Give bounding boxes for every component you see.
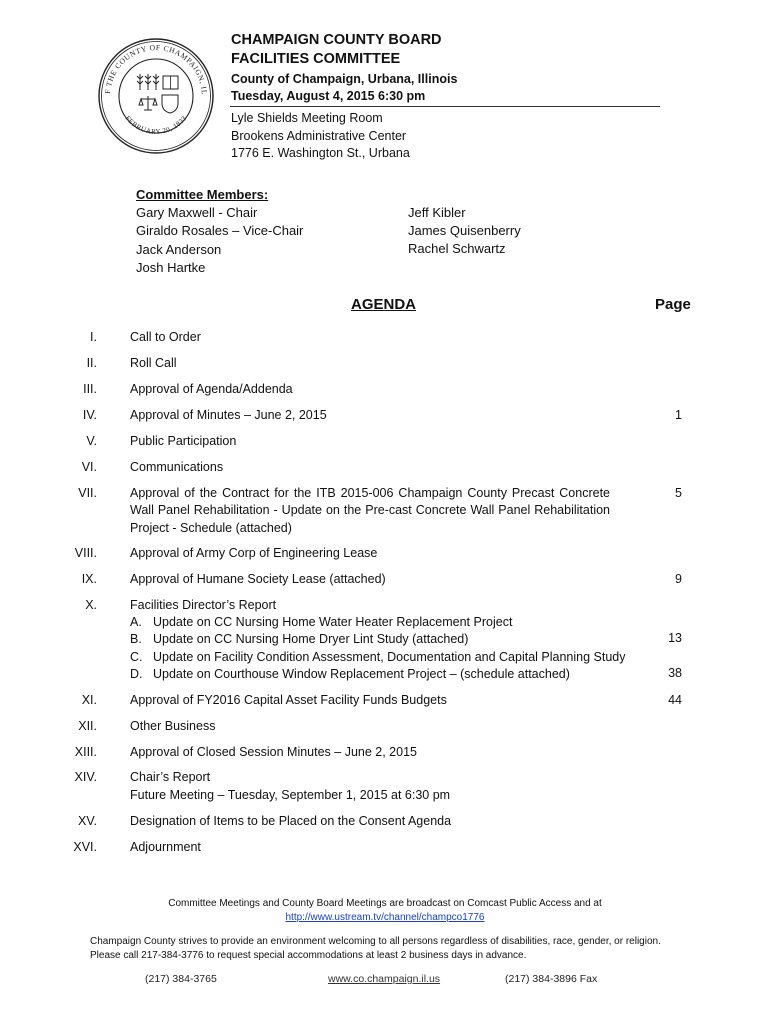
item-page: 9 — [675, 572, 682, 586]
location-address: 1776 E. Washington St., Urbana — [231, 146, 410, 160]
item-text: Chair’s Report — [130, 770, 211, 784]
item-text: Approval of Army Corp of Engineering Lease — [130, 546, 378, 560]
committee-members — [136, 186, 303, 277]
item-text: Approval of FY2016 Capital Asset Facility Funds Budgets — [130, 693, 447, 707]
item-page: 44 — [668, 693, 682, 707]
item-text: Communications — [130, 460, 224, 474]
header-title — [231, 31, 442, 69]
sub-item-letter: A. — [130, 615, 142, 629]
sub-item-text: Update on Facility Condition Assessment, Documentation and Capital Planning Study — [153, 650, 626, 664]
sub-item-text: Update on CC Nursing Home Dryer Lint Study (attached) — [153, 632, 469, 646]
agenda-title: AGENDA — [351, 296, 417, 313]
contact-phone: (217) 384-3765 — [145, 973, 217, 985]
sub-item-letter: C. — [130, 650, 143, 664]
svg-text:FEBRUARY 20, 1833 — [124, 114, 189, 136]
item-number: XII. — [78, 719, 97, 733]
member-item: Gary Maxwell - Chair — [136, 205, 258, 221]
broadcast-notice — [0, 897, 770, 925]
seal-date-text: FEBRUARY 20, 1833 — [123, 114, 189, 136]
seal-ring-text: F THE COUNTY OF CHAMPAIGN, IL — [103, 42, 210, 96]
future-meeting-text: Future Meeting – Tuesday, September 1, 2015 at 6:30 pm — [130, 788, 451, 802]
item-page: 5 — [675, 486, 682, 500]
item-text: Approval of the Contract for the ITB 2015-006 Champaign County Precast Concrete Wall Panel Rehabilitation - Update on the Pre-cast Concrete Wall Panel Rehabilitation Project - Schedule (attached) — [130, 486, 610, 535]
item-number: XV. — [77, 814, 97, 828]
member-item: Giraldo Rosales – Vice-Chair — [136, 223, 304, 239]
county-seal — [96, 36, 216, 156]
item-number: IV. — [82, 408, 97, 422]
sub-item-text: Update on Courthouse Window Replacement Project – (schedule attached) — [153, 667, 570, 681]
item-number: XI. — [81, 693, 97, 707]
member-item: Josh Hartke — [136, 259, 206, 275]
item-text: Call to Order — [130, 330, 201, 344]
item-page: 1 — [675, 408, 682, 422]
item-number: II. — [86, 356, 97, 370]
sub-item-page: 13 — [668, 631, 682, 645]
member-item: Jack Anderson — [136, 241, 222, 257]
item-number: VII. — [78, 486, 97, 500]
item-text: Other Business — [130, 719, 216, 733]
county-line: County of Champaign, Urbana, Illinois — [231, 72, 458, 86]
page-column-heading: Page — [655, 296, 691, 313]
sub-item-letter: B. — [130, 632, 142, 646]
item-text: Approval of Closed Session Minutes – June 2, 2015 — [130, 745, 417, 759]
header-divider — [230, 106, 660, 107]
broadcast-text: Committee Meetings and County Board Meetings are broadcast on Comcast Public Access and at — [168, 898, 602, 909]
committee-name: FACILITIES COMMITTEE — [231, 51, 401, 67]
item-text: Approval of Agenda/Addenda — [130, 382, 293, 396]
sub-item-text: Update on CC Nursing Home Water Heater Replacement Project — [153, 615, 513, 629]
county-website-link[interactable]: www.co.champaign.il.us — [328, 973, 441, 985]
item-number: X. — [85, 598, 97, 612]
item-number: VIII. — [74, 546, 97, 560]
item-number: XIII. — [74, 745, 97, 759]
location-building: Brookens Administrative Center — [231, 128, 407, 143]
members-heading: Committee Members: — [136, 187, 269, 202]
seal-emblem-icon — [96, 36, 216, 156]
meeting-datetime: Tuesday, August 4, 2015 6:30 pm — [231, 89, 426, 103]
committee-members-col2 — [408, 204, 521, 259]
item-number: I. — [90, 330, 97, 344]
item-text: Public Participation — [130, 434, 237, 448]
sub-item-page: 38 — [668, 666, 682, 680]
item-text: Approval of Minutes – June 2, 2015 — [130, 408, 327, 422]
location-room: Lyle Shields Meeting Room — [231, 111, 383, 125]
meeting-location — [231, 110, 410, 163]
header-subtitle — [231, 71, 457, 105]
member-item: James Quisenberry — [408, 223, 521, 239]
item-number: IX. — [81, 572, 97, 586]
item-text: Approval of Humane Society Lease (attached) — [130, 572, 386, 586]
item-text: Designation of Items to be Placed on the Consent Agenda — [130, 814, 452, 828]
item-number: VI. — [81, 460, 97, 474]
sub-item-letter: D. — [130, 667, 143, 681]
board-name: CHAMPAIGN COUNTY BOARD — [231, 32, 442, 48]
item-text: Roll Call — [130, 356, 177, 370]
item-number: V. — [86, 434, 97, 448]
item-number: III. — [83, 382, 97, 396]
ustream-link[interactable]: http://www.ustream.tv/channel/champco1776 — [285, 912, 485, 923]
item-number: XVI. — [73, 840, 97, 854]
contact-fax: (217) 384-3896 Fax — [505, 973, 598, 985]
member-item: Jeff Kibler — [408, 205, 466, 220]
accommodation-notice: Champaign County strives to provide an environment welcoming to all persons regardless of disabilities, race, gender, or religion. Please call 217-384-3776 to request special accommodations at least 2 business days in advance. — [90, 936, 661, 961]
item-text: Facilities Director’s Report — [130, 598, 277, 612]
item-text: Adjournment — [130, 840, 201, 854]
item-number: XIV. — [74, 770, 97, 784]
member-item: Rachel Schwartz — [408, 241, 506, 257]
